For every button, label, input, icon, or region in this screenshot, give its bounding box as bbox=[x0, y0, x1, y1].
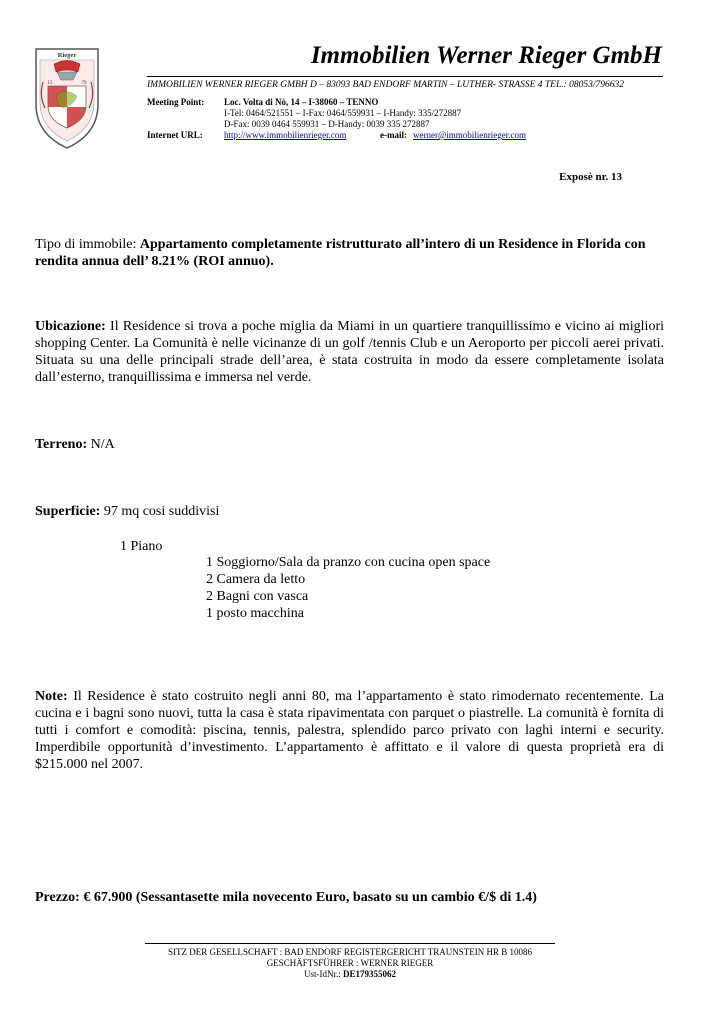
vat-label: Ust-IdNr.: bbox=[303, 969, 343, 979]
vat-value: DE179355062 bbox=[342, 969, 396, 979]
website-link[interactable]: http://www.immobilienrieger.com bbox=[224, 130, 347, 140]
footer-registration: SITZ DER GESELLSCHAFT : BAD ENDORF REGISTERGERICHT TRAUNSTEIN HR B 10086 bbox=[167, 947, 533, 957]
email-label: e-mail: bbox=[380, 130, 407, 140]
footer-manager: GESCHÄFTSFÜHRER : WERNER RIEGER bbox=[266, 958, 434, 968]
surface-value: 97 mq cosi suddivisi bbox=[100, 504, 220, 519]
expose-number: Exposè nr. 13 bbox=[559, 171, 622, 183]
meeting-point-details bbox=[224, 97, 461, 130]
land-section bbox=[35, 436, 664, 453]
crest-year-left: 15 bbox=[47, 81, 53, 86]
internet-url-label: Internet URL: bbox=[147, 130, 203, 140]
room-list bbox=[206, 554, 490, 622]
property-type-label: Tipo di immobile bbox=[35, 237, 133, 252]
notes-label: Note: bbox=[35, 689, 68, 704]
company-address-line: IMMOBILIEN WERNER RIEGER GMBH D – 83093 BAD ENDORF MARTIN – LUTHER- STRASSE 4 TEL.: 08053/796632 bbox=[147, 80, 625, 90]
property-type-text: Appartamento completamente ristrutturato all’intero di un Residence in Florida con rendita annua dell’ 8.21% (ROI annuo). bbox=[35, 237, 646, 269]
surface-section bbox=[35, 503, 664, 520]
property-type-separator: : bbox=[132, 237, 140, 252]
meeting-tel: I-Tel: 0464/521551 – I-Fax: 0464/559931 – I-Handy: 335/272887 bbox=[224, 108, 462, 118]
list-item: 2 Bagni con vasca bbox=[206, 589, 309, 604]
footer bbox=[145, 947, 555, 980]
property-type-section bbox=[35, 236, 664, 270]
footer-divider bbox=[145, 943, 555, 944]
list-item: 1 posto macchina bbox=[206, 606, 304, 621]
crest-year-right: 79 bbox=[81, 81, 87, 86]
company-title: Immobilien Werner Rieger GmbH bbox=[310, 42, 662, 69]
meeting-address: Loc. Volta di Nò, 14 – I-38060 – TENNO bbox=[224, 97, 379, 107]
price-line: Prezzo: € 67.900 (Sessantasette mila novecento Euro, basato su un cambio €/$ di 1.4) bbox=[35, 890, 537, 905]
notes-text: Il Residence è stato costruito negli anni 80, ma l’appartamento è stato rimodernato recentemente. La cucina e i bagni sono nuovi, tutta la casa è stata ripavimentata con parquet o piastrelle. La comunità è fornita di tutti i comfort e comodità: piscina, tennis, palestra, splendido parco privato con laghi interni e security. Imperdibile opportunità d’investimento. L’appartamento è affittato e il valore di questa proprietà era di $215.000 nel 2007. bbox=[35, 689, 664, 772]
company-crest-logo bbox=[33, 46, 101, 150]
list-item: 1 Soggiorno/Sala da pranzo con cucina open space bbox=[206, 555, 491, 570]
meeting-dfax: D-Fax: 0039 0464 559931 – D-Handy: 0039 335 272887 bbox=[224, 119, 430, 129]
crest-name: Rieger bbox=[57, 52, 77, 59]
surface-label: Superficie: bbox=[35, 504, 101, 519]
land-label: Terreno: bbox=[35, 437, 88, 452]
list-item: 2 Camera da letto bbox=[206, 572, 306, 587]
meeting-point-label: Meeting Point: bbox=[147, 97, 205, 107]
land-value: N/A bbox=[87, 437, 115, 452]
location-label: Ubicazione: bbox=[35, 319, 106, 334]
location-text: Il Residence si trova a poche miglia da Miami in un quartiere tranquillissimo e vicino ai migliori shopping Center. La Comunità è nelle vicinanze di un golf /tennis Club e un Aeroporto per piccoli aerei privati. Situata su una delle principali strade dell’area, è stata costruita in modo da essere completamente isolata dall’esterno, tranquillissima e immersa nel verde. bbox=[35, 319, 664, 385]
floor-label: 1 Piano bbox=[120, 539, 163, 554]
email-link[interactable]: werner@immobilienrieger.com bbox=[413, 130, 527, 140]
header-divider bbox=[147, 76, 663, 77]
footer-vat bbox=[145, 969, 555, 980]
notes-section bbox=[35, 688, 664, 773]
location-section bbox=[35, 318, 664, 386]
